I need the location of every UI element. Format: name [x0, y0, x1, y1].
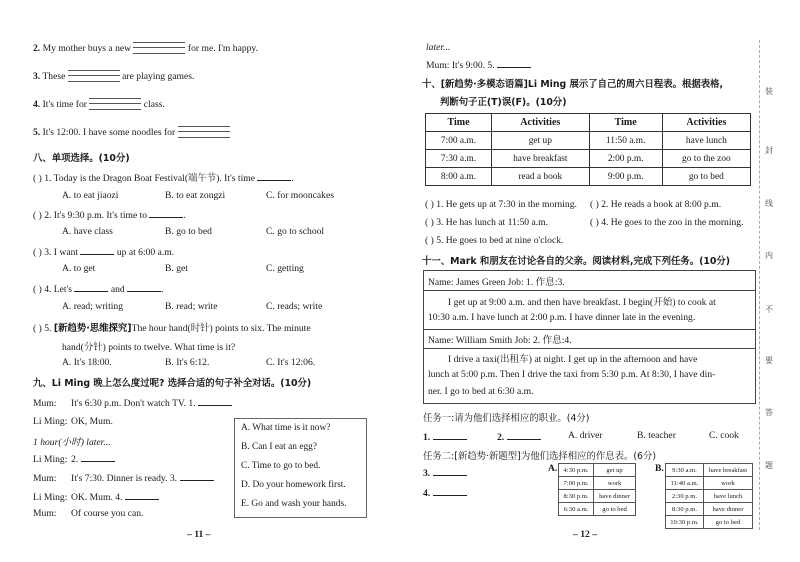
- choice-box: A. What time is it now? B. Can I eat an egg? C. Time to go to bed. D. Do your homework first. E. Go and wash your hands.: [234, 418, 367, 518]
- task-1-answers: 1.: [423, 430, 467, 443]
- answer-paren[interactable]: ( ): [33, 210, 42, 221]
- answer-blank[interactable]: [81, 452, 115, 462]
- option-c: C. for mooncakes: [266, 190, 334, 201]
- answer-paren[interactable]: ( ): [425, 217, 434, 228]
- mc-question: ( ) 5. [新趋势·思维探究]The hour hand(时针) points to six. The minute: [33, 323, 311, 334]
- mc-question: ( ) 1. Today is the Dragon Boat Festival(端午节). It's time .: [33, 173, 294, 184]
- answer-paren[interactable]: ( ): [33, 284, 42, 295]
- answer-paren[interactable]: ( ): [590, 217, 599, 228]
- schedule-a-table: 4:30 p.m. get up 7:00 p.m. work 8:30 p.m. have dinner 6:30 a.m. go to bed: [558, 463, 636, 516]
- dialog-line: Mum: Of course you can.: [33, 508, 144, 519]
- option-a: A. It's 18:00.: [62, 357, 112, 368]
- option-c: C. It's 12:06.: [266, 357, 316, 368]
- answer-blank[interactable]: [89, 98, 141, 110]
- option-c: C. getting: [266, 263, 304, 274]
- answer-blank[interactable]: [68, 70, 120, 82]
- answer-paren[interactable]: ( ): [425, 235, 434, 246]
- answer-blank[interactable]: [180, 471, 214, 481]
- task-2-answer: 3.: [423, 466, 467, 479]
- section-10-title-line2: 判断句子正(T)误(F)。(10分): [440, 97, 567, 108]
- answer-blank[interactable]: [433, 466, 467, 476]
- dialog-line: Li Ming: 2.: [33, 452, 115, 465]
- schedule-table: Time Activities Time Activities 7:00 a.m. get up 11:50 a.m. have lunch 7:30 a.m. have breakfast 2:00 p.m. go to the zoo 8:00 a.m. read a book 9:00 p.m. go to bed: [425, 113, 751, 186]
- table-row: 7:00 a.m. get up 11:50 a.m. have lunch: [426, 132, 751, 150]
- option-c: C. reads; write: [266, 301, 323, 312]
- answer-blank[interactable]: [198, 396, 232, 406]
- answer-paren[interactable]: ( ): [590, 199, 599, 210]
- option-b: B. to eat zongzi: [165, 190, 226, 201]
- mc-question: ( ) 4. Let's and .: [33, 284, 164, 295]
- option-b: B. go to bed: [165, 226, 212, 237]
- page-number: – 12 –: [573, 529, 597, 540]
- answer-blank[interactable]: [497, 58, 531, 68]
- option-b: B. get: [165, 263, 188, 274]
- option-c: C. go to school: [266, 226, 325, 237]
- answer-paren[interactable]: ( ): [425, 199, 434, 210]
- passage-header: Name: James Green Job: 1. 作息:3.: [428, 277, 565, 288]
- answer-blank[interactable]: [74, 282, 108, 292]
- task-1-title: 任务一:请为他们选择相应的职业。(4分): [423, 413, 590, 424]
- dialog-line: Li Ming: OK. Mum. 4.: [33, 490, 159, 503]
- dialog-line: 1 hour(小时) later...: [33, 437, 111, 448]
- answer-blank[interactable]: [133, 42, 185, 54]
- option-a: A. read; writing: [62, 301, 124, 312]
- answer-blank[interactable]: [257, 171, 291, 181]
- dialog-line: later...: [426, 42, 451, 53]
- schedule-b-table: 9:30 a.m. have breakfast 11:40 a.m. work 2:30 p.m. have lunch 8:30 p.m. have dinner 10:30 p.m. go to bed: [665, 463, 753, 529]
- dialog-line: Mum: It's 9:00. 5.: [426, 58, 531, 71]
- answer-blank[interactable]: [80, 245, 114, 255]
- dialog-line: Mum: It's 6:30 p.m. Don't watch TV. 1.: [33, 396, 232, 409]
- option-b: B. read; write: [165, 301, 218, 312]
- answer-blank[interactable]: [125, 490, 159, 500]
- table-row: 7:30 a.m. have breakfast 2:00 p.m. go to the zoo: [426, 150, 751, 168]
- fill-item: 4. It's time for class.: [33, 99, 165, 111]
- tf-item: ( ) 2. He reads a book at 8:00 p.m.: [590, 199, 722, 210]
- option-b: B. It's 6:12.: [165, 357, 210, 368]
- schedule-b-label: B.: [655, 463, 664, 474]
- dialog-line: Mum: It's 7:30. Dinner is ready. 3.: [33, 471, 214, 484]
- fill-item: 2. My mother buys a new for me. I'm happy.: [33, 43, 258, 55]
- page-number: – 11 –: [187, 529, 211, 540]
- answer-blank[interactable]: [178, 126, 230, 138]
- section-11-title: 十一、Mark 和朋友在讨论各自的父亲。阅读材料,完成下列任务。(10分): [422, 256, 731, 267]
- answer-paren[interactable]: ( ): [33, 247, 42, 258]
- answer-paren[interactable]: ( ): [33, 323, 42, 334]
- mc-question: ( ) 3. I want up at 6:00 a.m.: [33, 247, 175, 258]
- schedule-a-label: A.: [548, 463, 558, 474]
- answer-paren[interactable]: ( ): [33, 173, 42, 184]
- mc-question-line2: hand(分针) points to twelve. What time is it?: [62, 342, 236, 353]
- section-10-title: 十、[新趋势·多模态语篇]Li Ming 展示了自己的周六日程表。根据表格,: [422, 79, 724, 90]
- answer-blank[interactable]: [433, 430, 467, 440]
- tf-item: ( ) 1. He gets up at 7:30 in the morning.: [425, 199, 577, 210]
- answer-blank[interactable]: [507, 430, 541, 440]
- task-2-title: 任务二:[新趋势·新题型]为他们选择相应的作息表。(6分): [423, 451, 656, 462]
- option-a: A. to get: [62, 263, 96, 274]
- option-a: A. to eat jiaozi: [62, 190, 119, 201]
- section-9-title: 九、Li Ming 晚上怎么度过呢? 选择合适的句子补全对话。(10分): [33, 378, 312, 389]
- fill-item: 5. It's 12:00. I have some noodles for: [33, 127, 230, 139]
- section-8-title: 八、单项选择。(10分): [33, 153, 130, 164]
- mc-question: ( ) 2. It's 9:30 p.m. It's time to .: [33, 210, 186, 221]
- fill-item: 3. These are playing games.: [33, 71, 195, 83]
- task-2-answer: 4.: [423, 486, 467, 499]
- table-row: 8:00 a.m. read a book 9:00 p.m. go to bed: [426, 168, 751, 186]
- task-1-answers: 2.: [497, 430, 541, 443]
- tf-item: ( ) 3. He has lunch at 11:50 a.m.: [425, 217, 549, 228]
- tf-item: ( ) 4. He goes to the zoo in the morning.: [590, 217, 744, 228]
- dialog-line: Li Ming: OK, Mum.: [33, 416, 113, 427]
- trend-tag: [新趋势·思维探究]: [53, 323, 132, 334]
- answer-blank[interactable]: [149, 208, 183, 218]
- option-a: A. have class: [62, 226, 113, 237]
- reading-box: Name: James Green Job: 1. 作息:3. I get up at 9:00 a.m. and then have breakfast. I begin(开始) to cook at 10:30 a.m. I have lunch at 2:00 p.m. I have dinner late in the evening. Name: William Smith Job: 2. 作息:4. I drive a taxi(出租车) at night. I get up in the afternoon and have lunch at 5:00 p.m. Then I drive the taxi from 5:30 p.m. At 8:30, I have din- ner. I go to bed at 6:30 a.m.: [423, 270, 756, 404]
- answer-blank[interactable]: [433, 486, 467, 496]
- tf-item: ( ) 5. He goes to bed at nine o'clock.: [425, 235, 564, 246]
- answer-blank[interactable]: [127, 282, 161, 292]
- passage-header: Name: William Smith Job: 2. 作息:4.: [428, 335, 572, 346]
